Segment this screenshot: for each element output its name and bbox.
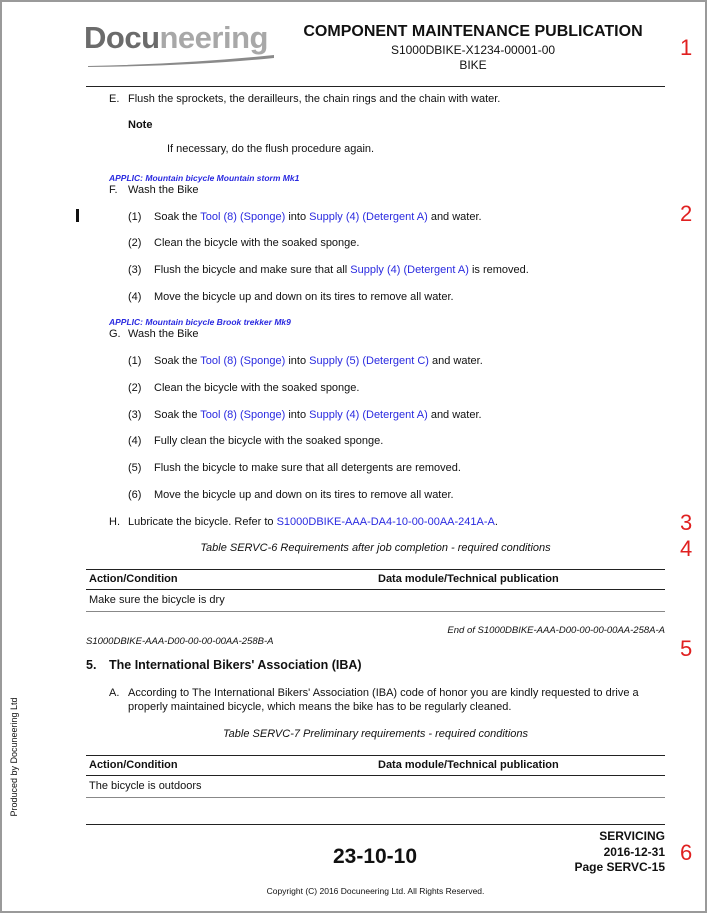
table2-header-rule xyxy=(86,775,665,776)
step-f3-num: (3) xyxy=(128,264,142,276)
step-g6-text: Move the bicycle up and down on its tires to remove all water. xyxy=(154,489,454,501)
callout-4: 4 xyxy=(680,536,693,561)
step-f2-text: Clean the bicycle with the soaked sponge. xyxy=(154,237,360,249)
step-g-title: Wash the Bike xyxy=(128,328,199,340)
callout-5: 5 xyxy=(680,636,693,661)
callout-6: 6 xyxy=(680,840,693,865)
change-bar xyxy=(76,209,79,222)
table1-header-col2: Data module/Technical publication xyxy=(378,573,559,585)
table2-header-col1: Action/Condition xyxy=(89,759,178,771)
tool-link[interactable]: Tool (8) (Sponge) xyxy=(200,211,286,223)
tool-link[interactable]: Tool (8) (Sponge) xyxy=(200,409,286,421)
footer-page: Page SERVC-15 xyxy=(574,860,665,874)
step-g3-num: (3) xyxy=(128,409,142,421)
step-g5-num: (5) xyxy=(128,462,142,474)
step-g4-text: Fully clean the bicycle with the soaked sponge. xyxy=(154,435,384,447)
table2-caption: Table SERVC-7 Preliminary requirements - required conditions xyxy=(222,728,529,740)
table1-top-rule xyxy=(86,569,665,570)
applic-g: APPLIC: Mountain bicycle Brook trekker Mk9 xyxy=(109,317,291,327)
step-h-text: Lubricate the bicycle. Refer to S1000DBIKE-AAA-DA4-10-00-00AA-241A-A. xyxy=(128,516,498,528)
section5-num: 5. xyxy=(86,658,97,672)
docuneering-logo xyxy=(84,20,279,66)
step-g2-num: (2) xyxy=(128,382,142,394)
logo-swoosh-icon xyxy=(86,54,276,68)
step-g3-text: Soak the Tool (8) (Sponge) into Supply (4) (Detergent A) and water. xyxy=(154,409,482,421)
supply-link[interactable]: Supply (4) (Detergent A) xyxy=(309,409,428,421)
footer-section: SERVICING xyxy=(599,829,665,843)
callout-3: 3 xyxy=(680,510,693,535)
chapter-number: 23-10-10 xyxy=(332,845,418,868)
step-f2-num: (2) xyxy=(128,237,142,249)
step-f4-num: (4) xyxy=(128,291,142,303)
end-of-dm: End of S1000DBIKE-AAA-D00-00-00-00AA-258A-A xyxy=(447,625,665,636)
callout-1: 1 xyxy=(680,35,693,60)
table2-top-rule xyxy=(86,755,665,756)
section5-a-line1: According to The International Bikers' Association (IBA) code of honor you are kindly requested to drive a xyxy=(128,687,639,699)
step-h-letter: H. xyxy=(109,516,120,528)
logo-text-accent: neering xyxy=(159,20,268,55)
step-f4-text: Move the bicycle up and down on its tires to remove all water. xyxy=(154,291,454,303)
table2-header-col2: Data module/Technical publication xyxy=(378,759,559,771)
step-g4-num: (4) xyxy=(128,435,142,447)
footer-date: 2016-12-31 xyxy=(603,845,665,859)
section5-a-line2: properly maintained bicycle, which means the bike has to be regularly cleaned. xyxy=(128,701,512,713)
table1-caption: Table SERVC-6 Requirements after job completion - required conditions xyxy=(200,542,551,554)
publication-title: COMPONENT MAINTENANCE PUBLICATION xyxy=(303,23,643,40)
produced-by-text: Produced by Docuneering Ltd xyxy=(9,697,19,817)
step-f-letter: F. xyxy=(109,184,118,196)
table1-row1-col1: Make sure the bicycle is dry xyxy=(89,594,225,606)
table2-row1-col1: The bicycle is outdoors xyxy=(89,780,202,792)
step-f3-text: Flush the bicycle and make sure that all Supply (4) (Detergent A) is removed. xyxy=(154,264,529,276)
table1-bottom-rule xyxy=(86,611,665,612)
step-f1-text: Soak the Tool (8) (Sponge) into Supply (4) (Detergent A) and water. xyxy=(154,211,482,223)
supply-link[interactable]: Supply (5) (Detergent C) xyxy=(309,355,429,367)
table2-bottom-rule xyxy=(86,797,665,798)
footer-divider xyxy=(86,824,665,825)
note-label: Note xyxy=(128,119,153,131)
applic-f: APPLIC: Mountain bicycle Mountain storm Mk1 xyxy=(109,173,300,183)
step-g1-text: Soak the Tool (8) (Sponge) into Supply (5) (Detergent C) and water. xyxy=(154,355,483,367)
step-e-letter: E. xyxy=(109,93,120,105)
section5-a-letter: A. xyxy=(109,687,120,699)
step-g2-text: Clean the bicycle with the soaked sponge. xyxy=(154,382,360,394)
copyright: Copyright (C) 2016 Docuneering Ltd. All Rights Reserved. xyxy=(266,886,485,896)
step-e-text: Flush the sprockets, the derailleurs, the chain rings and the chain with water. xyxy=(128,93,501,105)
section5-title: The International Bikers' Association (IBA) xyxy=(109,658,362,672)
callout-2: 2 xyxy=(680,201,693,226)
note-text: If necessary, do the flush procedure again. xyxy=(167,143,375,155)
supply-link[interactable]: Supply (4) (Detergent A) xyxy=(309,211,428,223)
product-name: BIKE xyxy=(459,58,487,72)
dm-code: S1000DBIKE-AAA-D00-00-00-00AA-258B-A xyxy=(86,636,274,647)
table1-header-col1: Action/Condition xyxy=(89,573,178,585)
tool-link[interactable]: Tool (8) (Sponge) xyxy=(200,355,286,367)
dm-reference-link[interactable]: S1000DBIKE-AAA-DA4-10-00-00AA-241A-A xyxy=(276,516,495,528)
logo-text-main: Docu xyxy=(84,20,160,55)
header-divider xyxy=(86,86,665,87)
publication-code: S1000DBIKE-X1234-00001-00 xyxy=(390,43,556,57)
table1-header-rule xyxy=(86,589,665,590)
step-f-title: Wash the Bike xyxy=(128,184,199,196)
step-g5-text: Flush the bicycle to make sure that all detergents are removed. xyxy=(154,462,461,474)
step-g6-num: (6) xyxy=(128,489,142,501)
supply-link[interactable]: Supply (4) (Detergent A) xyxy=(350,264,469,276)
step-g-letter: G. xyxy=(109,328,121,340)
step-g1-num: (1) xyxy=(128,355,142,367)
step-f1-num: (1) xyxy=(128,211,142,223)
